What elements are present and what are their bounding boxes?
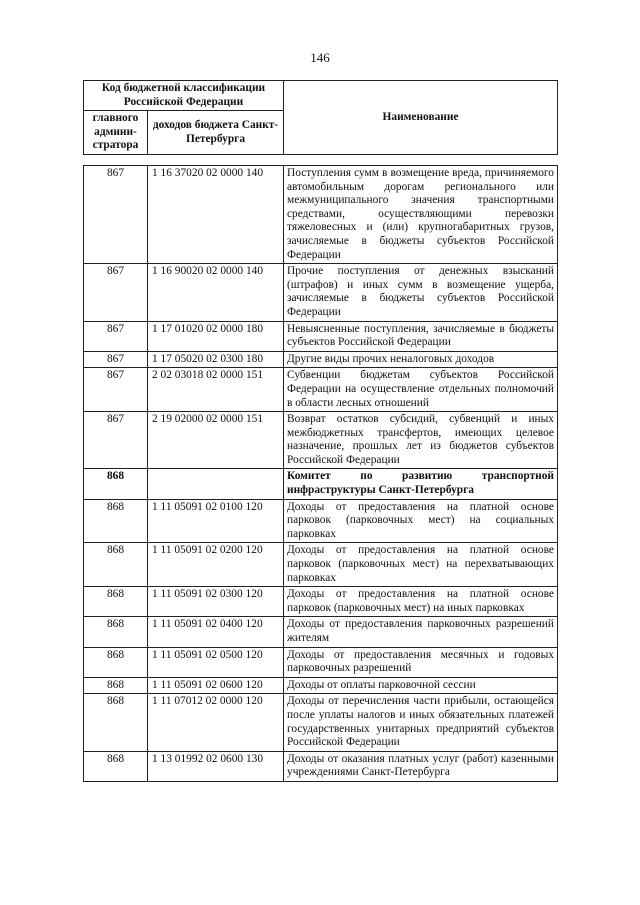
table-row — [84, 543, 558, 587]
table-row — [84, 351, 558, 368]
code-cell: 1 11 05091 02 0500 120 — [148, 647, 284, 677]
code-cell: 2 02 03018 02 0000 151 — [148, 368, 284, 412]
name-cell: Доходы от предоставления месячных и годовых парковочных разрешений — [284, 647, 558, 677]
name-cell: Доходы от предоставления парковочных разрешений жителям — [284, 617, 558, 647]
table-row — [84, 264, 558, 321]
admin-cell: 867 — [84, 351, 148, 368]
table-body — [83, 165, 558, 782]
name-cell: Доходы от оказания платных услуг (работ) казенными учреждениями Санкт-Петербурга — [284, 751, 558, 781]
page-number: 146 — [310, 50, 330, 65]
table-header — [83, 80, 558, 155]
header-name-cell: Наименование — [284, 81, 558, 155]
table-row — [84, 499, 558, 543]
name-cell: Доходы от оплаты парковочной сессии — [284, 677, 558, 694]
table-row — [84, 412, 558, 469]
code-cell: 2 19 02000 02 0000 151 — [148, 412, 284, 469]
admin-cell: 868 — [84, 751, 148, 781]
table-row — [84, 469, 558, 499]
code-cell: 1 11 05091 02 0100 120 — [148, 499, 284, 543]
admin-cell: 867 — [84, 368, 148, 412]
code-cell: 1 17 05020 02 0300 180 — [148, 351, 284, 368]
name-cell: Доходы от предоставления на платной основе парковок (парковочных мест) на социальных парковках — [284, 499, 558, 543]
name-cell: Комитет по развитию транспортной инфраструктуры Санкт-Петербурга — [284, 469, 558, 499]
header-group-cell: Код бюджетной классификации Российской Федерации — [84, 81, 284, 111]
table-row — [84, 368, 558, 412]
name-cell: Возврат остатков субсидий, субвенций и иных межбюджетных трансфертов, имеющих целевое назначение, прошлых лет из бюджетов субъектов Российской Федерации — [284, 412, 558, 469]
admin-cell: 868 — [84, 617, 148, 647]
name-cell: Субвенции бюджетам субъектов Российской Федерации на осуществление отдельных полномочий в области лесных отношений — [284, 368, 558, 412]
name-cell: Другие виды прочих неналоговых доходов — [284, 351, 558, 368]
header-admin-cell: главного админи-стратора — [84, 111, 148, 155]
admin-cell: 868 — [84, 647, 148, 677]
code-cell: 1 11 05091 02 0300 120 — [148, 587, 284, 617]
table-row — [84, 617, 558, 647]
code-cell: 1 11 05091 02 0400 120 — [148, 617, 284, 647]
table-row — [84, 677, 558, 694]
table-row — [84, 587, 558, 617]
header-code-cell: доходов бюджета Санкт-Петербурга — [148, 111, 284, 155]
admin-cell: 868 — [84, 677, 148, 694]
admin-cell: 867 — [84, 321, 148, 351]
table-rows — [84, 166, 558, 782]
admin-cell: 867 — [84, 166, 148, 264]
name-cell: Невыясненные поступления, зачисляемые в бюджеты субъектов Российской Федерации — [284, 321, 558, 351]
table-row — [84, 166, 558, 264]
name-cell: Прочие поступления от денежных взысканий (штрафов) и иных сумм в возмещение ущерба, зачисляемые в бюджеты субъектов Российской Федерации — [284, 264, 558, 321]
table-row — [84, 694, 558, 751]
code-cell — [148, 469, 284, 499]
code-cell: 1 13 01992 02 0600 130 — [148, 751, 284, 781]
code-cell: 1 11 05091 02 0200 120 — [148, 543, 284, 587]
name-cell: Поступления сумм в возмещение вреда, причиняемого автомобильным дорогам регионального или межмуниципального значения транспортными средствами, осуществляющими перевозки тяжеловесных и (или) крупногабаритных грузов, зачисляемые в бюджеты субъектов Российской Федерации — [284, 166, 558, 264]
admin-cell: 868 — [84, 499, 148, 543]
code-cell: 1 16 37020 02 0000 140 — [148, 166, 284, 264]
table-row — [84, 321, 558, 351]
admin-cell: 868 — [84, 469, 148, 499]
admin-cell: 868 — [84, 694, 148, 751]
code-cell: 1 16 90020 02 0000 140 — [148, 264, 284, 321]
admin-cell: 867 — [84, 264, 148, 321]
name-cell: Доходы от перечисления части прибыли, остающейся после уплаты налогов и иных обязательных платежей государственных унитарных предприятий субъектов Российской Федерации — [284, 694, 558, 751]
table-row — [84, 647, 558, 677]
name-cell: Доходы от предоставления на платной основе парковок (парковочных мест) на иных парковках — [284, 587, 558, 617]
admin-cell: 868 — [84, 543, 148, 587]
name-cell: Доходы от предоставления на платной основе парковок (парковочных мест) на перехватывающих парковках — [284, 543, 558, 587]
code-cell: 1 11 05091 02 0600 120 — [148, 677, 284, 694]
code-cell: 1 17 01020 02 0000 180 — [148, 321, 284, 351]
admin-cell: 867 — [84, 412, 148, 469]
table-row — [84, 751, 558, 781]
admin-cell: 868 — [84, 587, 148, 617]
code-cell: 1 11 07012 02 0000 120 — [148, 694, 284, 751]
